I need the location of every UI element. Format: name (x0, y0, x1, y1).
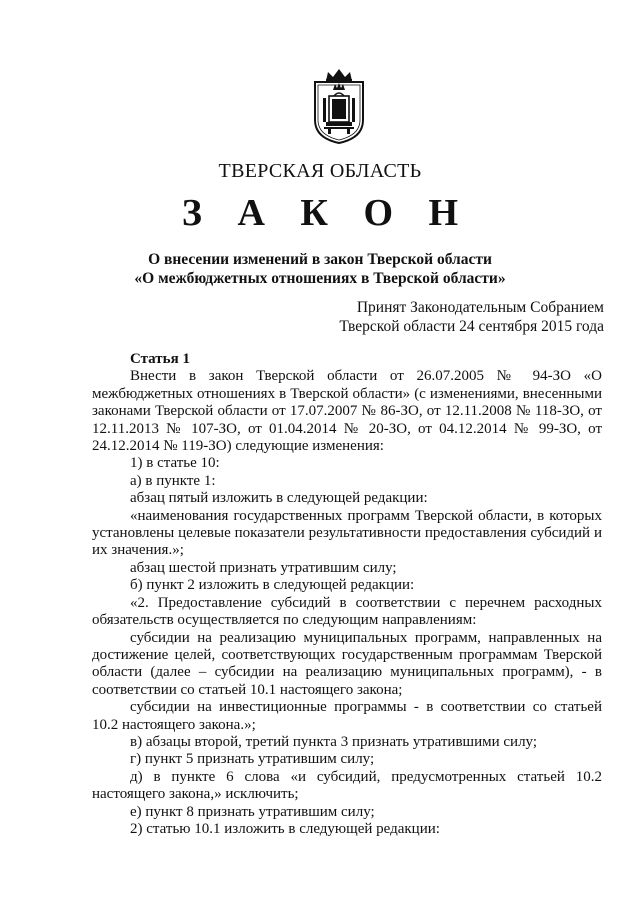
adoption-note-line-1: Принят Законодательным Собранием (356, 299, 604, 316)
paragraph: субсидии на реализацию муниципальных программ, направленных на достижение целей, соответствующих государственным программам Тверской области (далее – субсидии на реализацию муниципальных программ), - в соответствии со статьей 10.1 настоящего закона; (92, 629, 602, 698)
paragraph: «наименования государственных программ Тверской области, в которых установлены целевые показатели результативности предоставления субсидий и их значения.»; (92, 507, 602, 559)
paragraph: 2) статью 10.1 изложить в следующей редакции: (130, 820, 440, 837)
document-type: З А К О Н (181, 192, 472, 234)
paragraph: абзац шестой признать утратившим силу; (130, 559, 397, 576)
adoption-note (339, 298, 604, 336)
paragraph: е) пункт 8 признать утратившим силу; (130, 803, 375, 820)
paragraph: 1) в статье 10: (130, 455, 220, 472)
paragraph: субсидии на инвестиционные программы - в соответствии со статьей 10.2 настоящего закона.»; (92, 699, 602, 733)
article-heading: Статья 1 (130, 351, 190, 367)
law-title (0, 250, 640, 288)
paragraph: «2. Предоставление субсидий в соответствии с перечнем расходных обязательств осуществляется по следующим направлениям: (92, 594, 602, 629)
paragraph: д) в пункте 6 слова «и субсидий, предусмотренных статьей 10.2 настоящего закона,» исключить; (92, 768, 602, 803)
paragraph: в) абзацы второй, третий пункта 3 признать утратившими силу; (130, 733, 538, 750)
document-body (92, 351, 602, 838)
paragraph: а) в пункте 1: (130, 472, 216, 489)
paragraph: б) пункт 2 изложить в следующей редакции: (130, 577, 415, 594)
paragraph: абзац пятый изложить в следующей редакции: (130, 490, 428, 507)
law-title-line-2: «О межбюджетных отношениях в Тверской области» (134, 270, 506, 287)
paragraph: г) пункт 5 признать утратившим силу; (130, 751, 375, 768)
law-title-line-1: О внесении изменений в закон Тверской области (148, 251, 492, 268)
coat-of-arms-icon (312, 68, 366, 144)
paragraph: Внести в закон Тверской области от 26.07.2005 № 94-ЗО «О межбюджетных отношениях в Тверской области» (с изменениями, внесенными законами Тверской области от 17.07.2007 № 86-ЗО, от 12.11.2008 № 118-ЗО, от 12.11.2013 № 107-ЗО, от 01.04.2014 № 20-ЗО, от 04.12.2014 № 99-ЗО, от 24.12.2014 № 119-ЗО) следующие изменения: (92, 368, 602, 455)
adoption-note-line-2: Тверской области 24 сентября 2015 года (339, 318, 604, 335)
region-name: ТВЕРСКАЯ ОБЛАСТЬ (218, 160, 422, 182)
